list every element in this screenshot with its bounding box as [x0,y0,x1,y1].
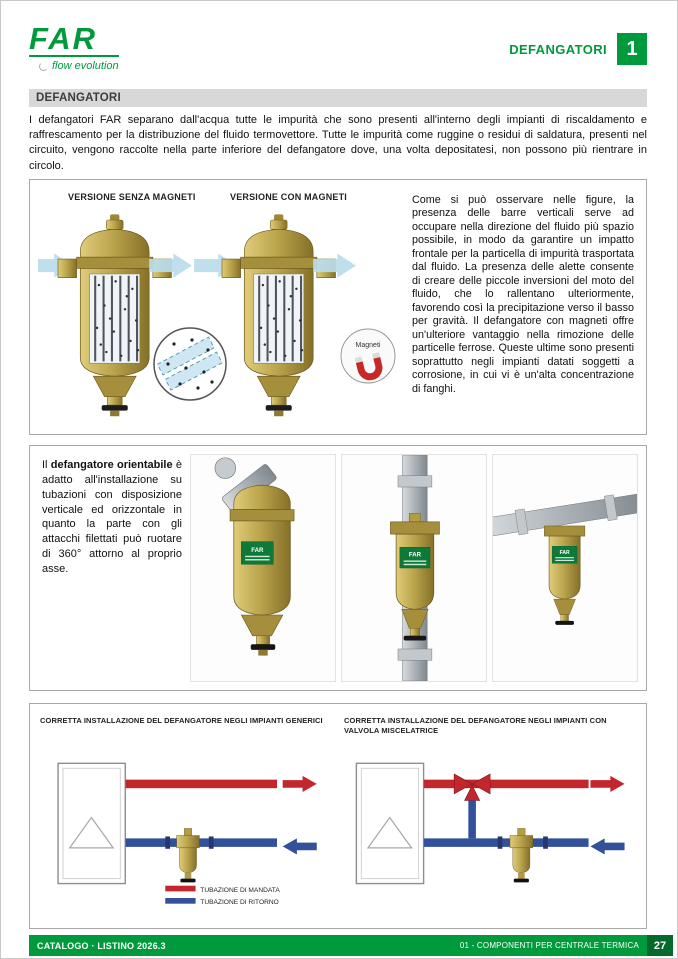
legend-supply-label: TUBAZIONE DI MANDATA [200,886,280,894]
installation-box [29,703,647,929]
separator-cutaway-illustration [38,204,410,432]
product-label: FAR [408,551,422,559]
orientable-separator-image [191,455,335,681]
header-right [509,33,647,65]
footer-catalog-label: CATALOGO · LISTINO 2026.3 [37,940,166,951]
image-horizontal-installation [492,454,638,682]
installation-mixing-valve [344,716,638,920]
section-title: DEFANGATORI [509,41,607,57]
boiler-symbol [356,763,423,883]
separator-symbol [510,828,533,882]
separator-symbol [177,828,200,882]
return-flow-arrow [590,838,624,854]
flow-swoosh-icon [39,62,48,71]
logo-tagline [29,60,119,72]
versions-description: Come si può osservare nelle figure, la presenza delle barre verticali serve ad occupare nella direzione del fluido più spazio possibile, in modo da garantire un impatto frontale per la particella di impurità trasportata dal fluido. La presenza delle alette consente di creare delle piccole inversioni del moto del fluido, che lo rallentano ulteriormente, favorendo così la precipitazione verso il basso per gravità. Il defangatore con magneti offre un'ulteriore vantaggio nella rimozione delle particelle ferrose. Queste ultime sono presenti soprattutto negli impianti datati soggetti a corrosione, in cui vi è un'alta concentrazione di fanghi. [412,194,634,395]
magnifier-detail-icon [154,328,226,400]
magnet-badge-label: Magneti [355,342,381,349]
supply-flow-arrow [283,776,317,792]
return-pipe [424,838,589,847]
mixing-valve-symbol [454,774,490,801]
supply-pipe [424,780,589,789]
horizontal-installation-image [493,455,637,681]
page-header [29,23,647,81]
return-pipe [126,838,277,847]
supply-pipe [126,780,277,789]
orientable-lead: Il [42,459,51,471]
pipe-legend [165,886,280,906]
page-number: 27 [647,935,673,956]
magnet-badge [341,329,395,383]
product-label: FAR [251,546,264,554]
label-version-without-magnets: VERSIONE SENZA MAGNETI [68,192,196,202]
chapter-number-badge: 1 [617,33,647,65]
image-vertical-installation [341,454,487,682]
return-flow-arrow [283,838,317,854]
page-title: DEFANGATORI [29,89,647,107]
far-logo [29,23,119,72]
generic-installation-diagram [40,738,336,916]
boiler-symbol [58,763,125,883]
orientable-rest: è adatto all'installazione su tubazioni con disposizione verticale ed orizzontale in quanto la parte con gli attacchi filettati può ruotare di 360° attorno al proprio asse. [42,459,182,575]
logo-tagline-text: flow evolution [52,60,119,72]
orientable-box [29,445,647,691]
legend-return-label: TUBAZIONE DI RITORNO [200,899,279,907]
versions-box [29,179,647,435]
orientable-bold: defangatore orientabile [50,459,173,471]
installation-generic-heading: CORRETTA INSTALLAZIONE DEL DEFANGATORE NEGLI IMPIANTI GENERICI [40,716,323,725]
far-logo-text: FAR [29,23,119,57]
footer-section-label: 01 - COMPONENTI PER CENTRALE TERMICA [459,941,639,950]
mixing-valve-installation-diagram [344,738,640,916]
intro-paragraph: I defangatori FAR separano dall'acqua tutte le impurità che sono presenti all'interno degli impianti di riscaldamento e raffrescamento per la distribuzione del fluido termovettore. Tutte le impurità come ruggine o residui di saldatura, presenti nel circuito, vengono raccolte nella parte inferiore del defangatore dove, una volta depositatesi, non possono più rientrare in circolo. [29,114,647,172]
installation-mixing-valve-heading: CORRETTA INSTALLAZIONE DEL DEFANGATORE NEGLI IMPIANTI CON VALVOLA MISCELATRICE [344,716,607,735]
orientable-images [190,454,638,682]
supply-flow-arrow [590,776,624,792]
page-footer [29,935,673,956]
image-orientable-separator [190,454,336,682]
product-label: FAR [559,549,570,556]
vertical-installation-image [342,455,486,681]
label-version-with-magnets: VERSIONE CON MAGNETI [230,192,348,202]
footer-bar [29,935,647,956]
orientable-description [42,458,182,577]
bypass-riser-pipe [468,800,476,838]
installation-generic [40,716,336,920]
